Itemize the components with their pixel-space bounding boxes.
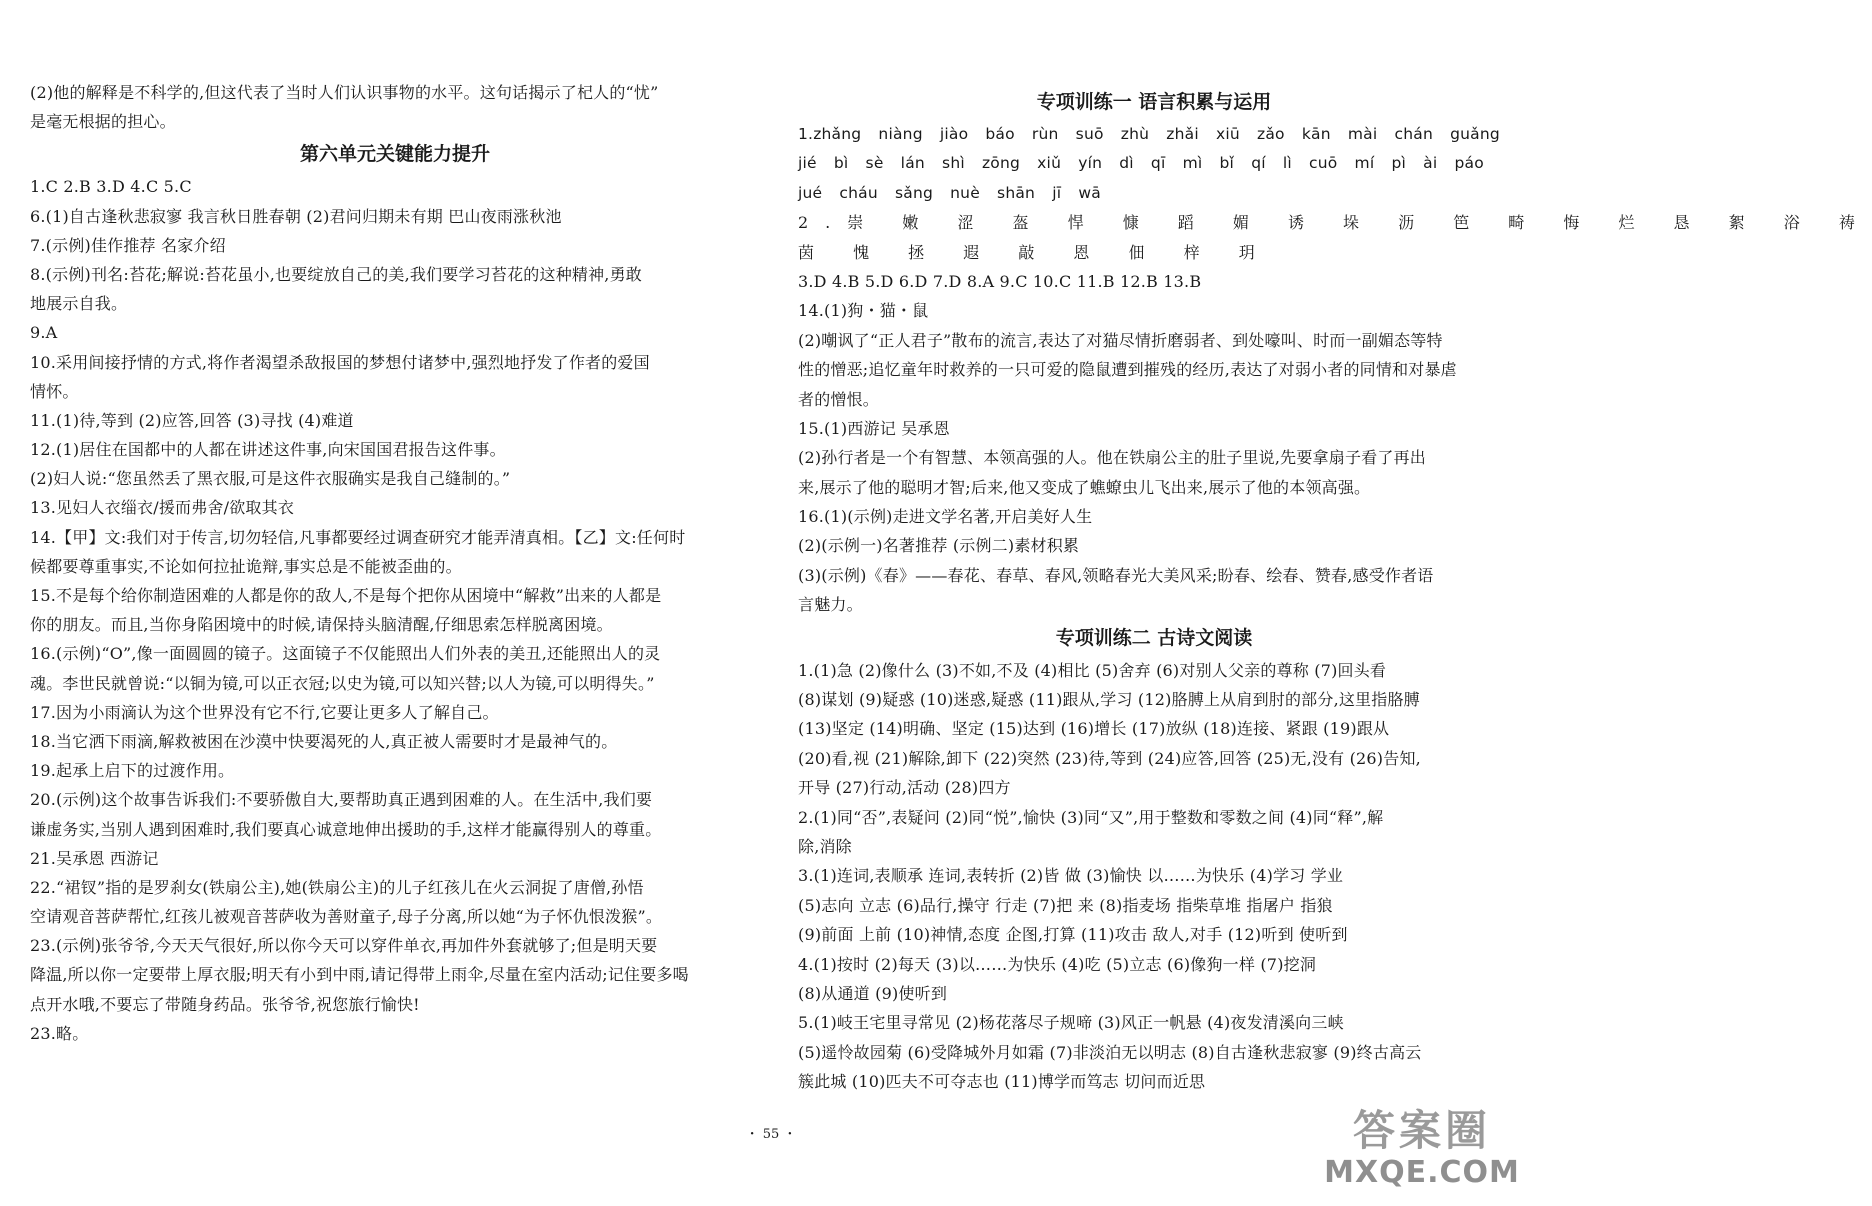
- text-line: 空请观音菩萨帮忙,红孩儿被观音菩萨收为善财童子,母子分离,所以她“为子怀仇恨泼猴”。: [30, 907, 663, 927]
- text-line: 言魅力。: [798, 595, 863, 615]
- text-line: 23.略。: [30, 1023, 89, 1043]
- text-line: 7.(示例)佳作推荐 名家介绍: [30, 235, 226, 255]
- text-line: (13)坚定 (14)明确、坚定 (15)达到 (16)增长 (17)放纵 (18)连接、紧跟 (19)跟从: [798, 719, 1390, 739]
- training-two-heading: 专项训练二 古诗文阅读: [1055, 626, 1253, 649]
- text-line: 15.不是每个给你制造困难的人都是你的敌人,不是每个把你从困境中“解救”出来的人都是: [30, 586, 662, 605]
- characters-line-2: 茵 愧 拯 遐 敲 恩 佃 梓 玥: [798, 242, 1272, 262]
- text-line: 3.(1)连词,表顺承 连词,表转折 (2)皆 做 (3)愉快 以……为快乐 (4)学习 学业: [798, 866, 1344, 886]
- text-line: 点开水哦,不要忘了带随身药品。张爷爷,祝您旅行愉快!: [30, 994, 420, 1014]
- text-line: (3)(示例)《春》——春花、春草、春风,领略春光大美风采;盼春、绘春、赞春,感受作者语: [798, 565, 1434, 585]
- text-line: 候都要尊重事实,不论如何拉扯诡辩,事实总是不能被歪曲的。: [30, 556, 462, 576]
- right-column: [798, 84, 1872, 1097]
- text-line: 12.(1)居住在国都中的人都在讲述这件事,向宋国国君报告这件事。: [30, 440, 506, 460]
- text-line: 者的憎恨。: [798, 389, 880, 409]
- right-answer-lines-b: [798, 656, 1510, 1097]
- text-line: 22.“裙钗”指的是罗刹女(铁扇公主),她(铁扇公主)的儿子红孩儿在火云洞捉了唐僧,孙悟: [30, 877, 644, 897]
- text-line: 17.因为小雨滴认为这个世界没有它不行,它要让更多人了解自己。: [30, 702, 499, 722]
- text-line: jié bì sè lán shì zōng xiǔ yín dì qī mì bǐ qí lì cuō mí pì ài páo: [798, 154, 1484, 173]
- text-line: 2.(1)同“否”,表疑问 (2)同“悦”,愉快 (3)同“又”,用于整数和零数之间 (4)同“释”,解: [798, 807, 1384, 827]
- text-line: 地展示自我。: [30, 294, 128, 314]
- text-line: (2)孙行者是一个有智慧、本领高强的人。他在铁扇公主的肚子里说,先要拿扇子看了再出: [798, 448, 1426, 468]
- text-line: 降温,所以你一定要带上厚衣服;明天有小到中雨,请记得带上雨伞,尽量在室内活动;记住要多喝: [30, 965, 689, 985]
- watermark-bottom: MXQE.COM: [1324, 1155, 1520, 1190]
- text-line: 你的朋友。而且,当你身陷困境中的时候,请保持头脑清醒,仔细思索怎样脱离困境。: [30, 615, 613, 635]
- text-line: 10.采用间接抒情的方式,将作者渴望杀敌报国的梦想付诸梦中,强烈地抒发了作者的爱国: [30, 352, 650, 372]
- text-line: 性的憎恶;追忆童年时救养的一只可爱的隐鼠遭到摧残的经历,表达了对弱小者的同情和对暴虐: [798, 360, 1457, 380]
- text-line: 是毫无根据的担心。: [30, 112, 176, 132]
- text-line: 来,展示了他的聪明才智;后来,他又变成了蟭蟟虫儿飞出来,展示了他的本领高强。: [798, 477, 1371, 497]
- text-line: 16.(示例)“O”,像一面圆圆的镜子。这面镜子不仅能照出人们外表的美丑,还能照出人的灵: [30, 644, 661, 664]
- text-line: (8)从通道 (9)使听到: [798, 983, 948, 1003]
- text-line: 情怀。: [30, 381, 79, 401]
- text-line: 4.(1)按时 (2)每天 (3)以……为快乐 (4)吃 (5)立志 (6)像狗一样 (7)挖洞: [798, 954, 1317, 974]
- right-answer-lines-a: [798, 267, 1510, 620]
- text-line: jué cháu sǎng nuè shān jī wā: [798, 183, 1101, 202]
- text-line: 1.C 2.B 3.D 4.C 5.C: [30, 177, 192, 197]
- left-column: [30, 78, 760, 1048]
- text-line: 13.见妇人衣缁衣/援而弗舍/欲取其衣: [30, 498, 295, 518]
- training-one-heading: 专项训练一 语言积累与运用: [1036, 91, 1272, 113]
- left-top-lines: [30, 78, 760, 136]
- text-line: 5.(1)岐王宅里寻常见 (2)杨花落尽子规啼 (3)风正一帆悬 (4)夜发清溪向三峡: [798, 1013, 1344, 1033]
- text-line: (20)看,视 (21)解除,卸下 (22)突然 (23)待,等到 (24)应答,回答 (25)无,没有 (26)告知,: [798, 748, 1421, 768]
- text-line: 15.(1)西游记 吴承恩: [798, 418, 950, 438]
- text-line: 除,消除: [798, 836, 852, 856]
- watermark-logo: [1322, 1106, 1522, 1196]
- text-line: (8)谋划 (9)疑惑 (10)迷惑,疑惑 (11)跟从,学习 (12)胳膊上从肩到肘的部分,这里指胳膊: [798, 690, 1420, 710]
- text-line: 魂。李世民就曾说:“以铜为镜,可以正衣冠;以史为镜,可以知兴替;以人为镜,可以明得失。”: [30, 673, 655, 693]
- text-line: 簇此城 (10)匹夫不可夺志也 (11)博学而笃志 切问而近思: [798, 1072, 1206, 1092]
- text-line: 3.D 4.B 5.D 6.D 7.D 8.A 9.C 10.C 11.B 12.B 13.B: [798, 271, 1202, 291]
- text-line: 9.A: [30, 323, 58, 343]
- text-line: 6.(1)自古逢秋悲寂寥 我言秋日胜春朝 (2)君问归期未有期 巴山夜雨涨秋池: [30, 206, 562, 226]
- text-line: (2)嘲讽了“正人君子”散布的流言,表达了对猫尽情折磨弱者、到处嚎叫、时而一副媚态等特: [798, 330, 1443, 350]
- unit-six-heading: 第六单元关键能力提升: [299, 143, 490, 166]
- text-line: (2)(示例一)名著推荐 (示例二)素材积累: [798, 536, 1080, 556]
- text-line: (5)志向 立志 (6)品行,操守 行走 (7)把 来 (8)指麦场 指柴草堆 指屠户 指狼: [798, 895, 1333, 915]
- pinyin-answers: [798, 120, 1510, 208]
- text-line: 16.(1)(示例)走进文学名著,开启美好人生: [798, 507, 1093, 527]
- text-line: 14.(1)狗・猫・鼠: [798, 301, 929, 321]
- watermark-top: 答案圈: [1352, 1106, 1491, 1155]
- left-answer-lines: [30, 172, 760, 1048]
- text-line: 19.起承上启下的过渡作用。: [30, 761, 235, 781]
- text-line: (2)妇人说:“您虽然丢了黑衣服,可是这件衣服确实是我自己缝制的。”: [30, 469, 511, 489]
- page-number: ・ 55 ・: [745, 1127, 797, 1142]
- text-line: (2)他的解释是不科学的,但这代表了当时人们认识事物的水平。这句话揭示了杞人的“忧”: [30, 83, 659, 102]
- text-line: 8.(示例)刊名:苔花;解说:苔花虽小,也要绽放自己的美,我们要学习苔花的这种精神,勇敢: [30, 264, 642, 284]
- text-line: 21.吴承恩 西游记: [30, 848, 159, 868]
- characters-line-1: 2.崇 嫩 涩 盔 悍 慷 蹈 媚 诱 垛 沥 笆 畸 悔 烂 恳 絮 浴 祷: [798, 213, 1872, 233]
- text-line: 1.(1)急 (2)像什么 (3)不如,不及 (4)相比 (5)舍弃 (6)对别人父亲的尊称 (7)回头看: [798, 660, 1387, 680]
- text-line: (9)前面 上前 (10)神情,态度 企图,打算 (11)攻击 敌人,对手 (12)听到 使听到: [798, 925, 1348, 945]
- text-line: 18.当它洒下雨滴,解救被困在沙漠中快要渴死的人,真正被人需要时才是最神气的。: [30, 731, 618, 751]
- text-line: (5)遥怜故园菊 (6)受降城外月如霜 (7)非淡泊无以明志 (8)自古逢秋悲寂寥 (9)终古高云: [798, 1042, 1422, 1062]
- text-line: 11.(1)待,等到 (2)应答,回答 (3)寻找 (4)难道: [30, 410, 354, 430]
- text-line: 开导 (27)行动,活动 (28)四方: [798, 778, 1011, 798]
- text-line: 20.(示例)这个故事告诉我们:不要骄傲自大,要帮助真正遇到困难的人。在生活中,我们要: [30, 790, 653, 810]
- text-line: 14.【甲】文:我们对于传言,切勿轻信,凡事都要经过调查研究才能弄清真相。【乙】文:任何时: [30, 527, 686, 547]
- text-line: 23.(示例)张爷爷,今天天气很好,所以你今天可以穿件单衣,再加件外套就够了;但是明天要: [30, 936, 658, 956]
- text-line: 1.zhǎng niàng jiào báo rùn suō zhù zhǎi xiū zǎo kān mài chán guǎng: [798, 125, 1500, 143]
- text-line: 谦虚务实,当别人遇到困难时,我们要真心诚意地伸出援助的手,这样才能赢得别人的尊重。: [30, 819, 662, 839]
